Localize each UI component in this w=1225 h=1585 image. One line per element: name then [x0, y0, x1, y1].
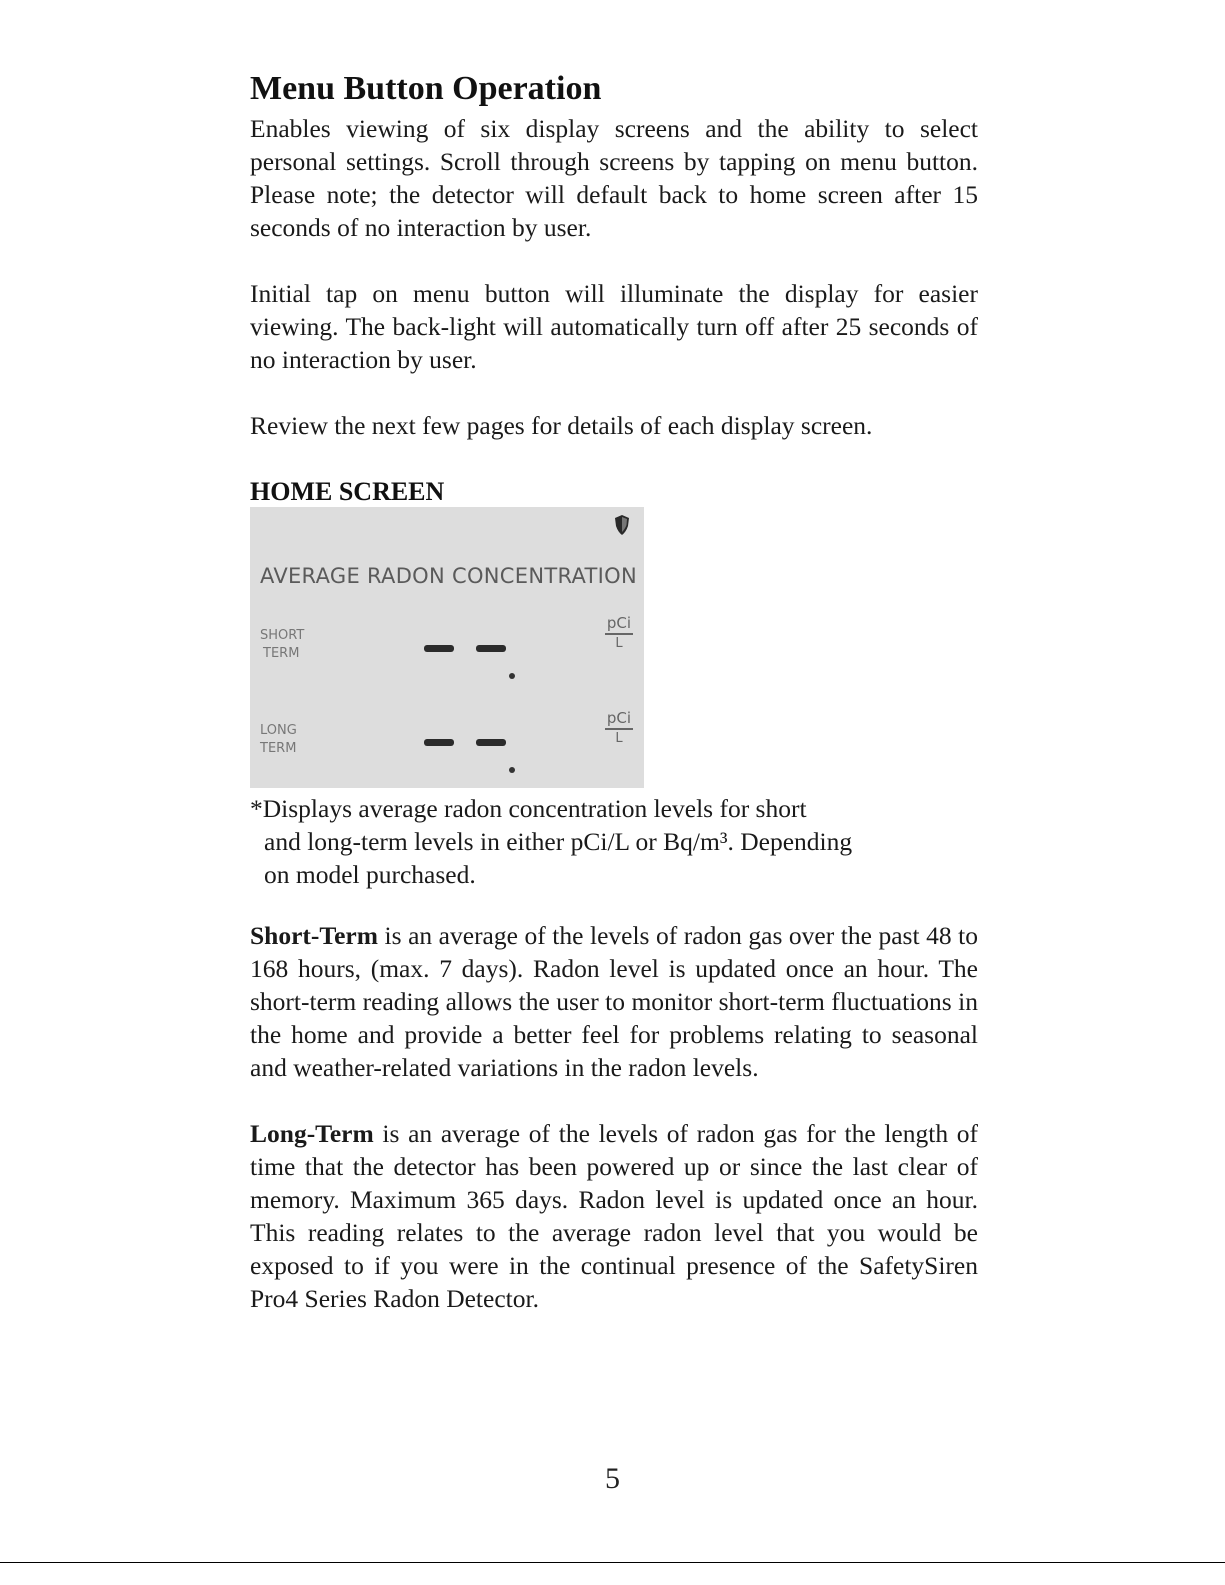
note-line: *Displays average radon concentration levels for short	[250, 794, 807, 823]
long-term-digit-dash	[476, 739, 506, 746]
short-term-description: is an average of the levels of radon gas over the past 48 to 168 hours, (max. 7 days). Radon level is updated once an hour. The short-term reading allows the user to monitor short-term fluctuations in the home and provide a better feel for problems relating to seasonal and weather-related variations in the radon levels.	[250, 921, 978, 1082]
home-screen-heading: HOME SCREEN	[250, 477, 445, 506]
short-term-digit-dash	[476, 645, 506, 652]
long-term-paragraph	[250, 1117, 978, 1315]
unit-denominator: L	[615, 731, 623, 746]
long-term-label	[260, 722, 297, 758]
note-line: on model purchased.	[264, 860, 476, 889]
unit-numerator: pCi	[606, 614, 632, 632]
long-term-unit	[605, 710, 633, 746]
page-number: 5	[605, 1462, 620, 1495]
note-line: and long-term levels in either pCi/L or Bq/m³. Depending	[264, 827, 853, 856]
long-label-line1: LONG	[260, 723, 297, 738]
short-term-digit-dash	[424, 645, 454, 652]
page-content	[250, 68, 978, 1315]
page-heading: Menu Button Operation	[250, 70, 602, 107]
unit-fraction-bar	[605, 728, 633, 730]
long-term-term: Long-Term	[250, 1119, 374, 1148]
short-term-unit	[605, 615, 633, 651]
backlight-paragraph: Initial tap on menu button will illuminate the display for easier viewing. The back-light will automatically turn off after 25 seconds of no interaction by user.	[250, 279, 978, 374]
long-term-description: is an average of the levels of radon gas for the length of time that the detector has been powered up or since the last clear of memory. Maximum 365 days. Radon level is updated once an hour. This reading relates to the average radon level that you would be exposed to if you were in the continual presence of the SafetySiren Pro4 Series Radon Detector.	[250, 1119, 978, 1313]
long-label-line2: TERM	[260, 741, 297, 756]
unit-denominator: L	[615, 636, 623, 651]
short-term-decimal-point	[509, 673, 515, 679]
review-paragraph: Review the next few pages for details of each display screen.	[250, 411, 873, 440]
bottom-rule	[0, 1562, 1225, 1563]
home-screen-display-image	[250, 507, 644, 788]
long-term-digit-dash	[424, 739, 454, 746]
long-term-decimal-point	[509, 767, 515, 773]
short-label-line2: TERM	[263, 646, 300, 661]
display-title: AVERAGE RADON CONCENTRATION	[260, 564, 638, 588]
short-term-paragraph	[250, 919, 978, 1084]
shield-icon	[615, 515, 629, 535]
short-label-line1: SHORT	[260, 628, 305, 643]
unit-numerator: pCi	[606, 709, 632, 727]
short-term-label	[260, 627, 304, 663]
short-term-term: Short-Term	[250, 921, 378, 950]
intro-paragraph: Enables viewing of six display screens and the ability to select personal settings. Scroll through screens by tapping on menu button. Please note; the detector will default back to home screen after 15 seconds of no interaction by user.	[250, 114, 978, 242]
unit-fraction-bar	[605, 633, 633, 635]
display-note	[250, 792, 978, 891]
